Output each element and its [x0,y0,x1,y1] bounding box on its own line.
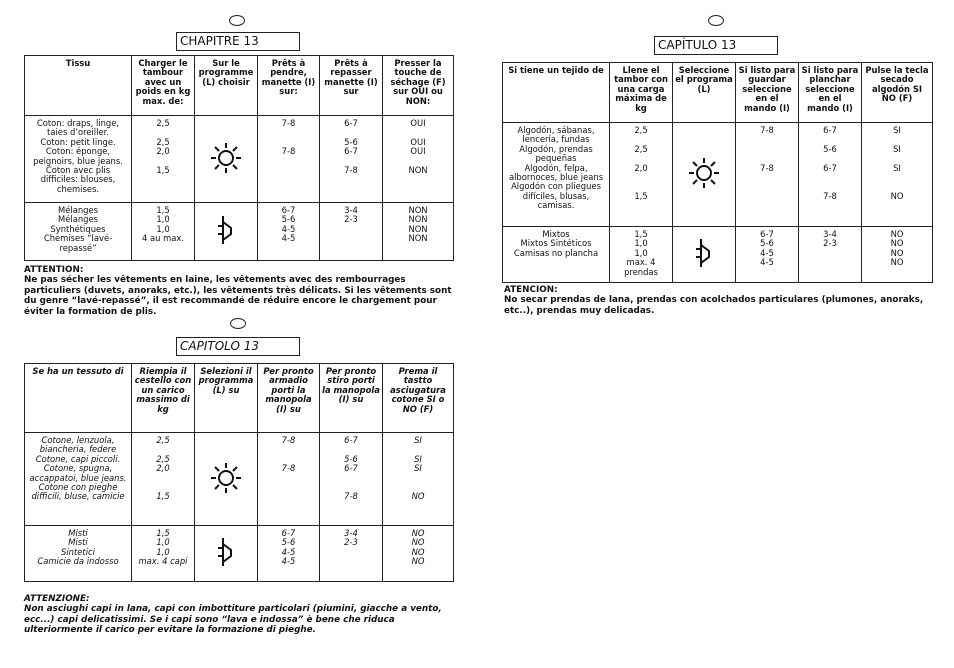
header-load: Charger le tambour avec un poids en kg max. de: [132,56,195,116]
page-marker-oval [708,15,724,26]
attention-note-it [24,594,454,636]
attention-text: No secar prendas de lana, prendas con acolchados particulares (plumones, anoraks, etc..), prendas muy delicadas. [504,295,924,316]
sun-program-icon [195,116,258,203]
header-hang: Si listo para guardar seleccione en el mando (I) [736,63,799,123]
table-header-row [25,364,454,433]
cell-load: 2,5 2,5 2,0 1,5 [610,123,673,227]
easy-care-program-icon [673,227,736,283]
table-header-row [25,56,454,116]
chapter-title-es: CAPÍTULO 13 [654,36,778,55]
cell-iron: 6-7 5-6 6-7 7-8 [320,433,383,526]
header-program: Seleccione el programa (L) [673,63,736,123]
header-hang: Prêts à pendre, manette (I) sur: [258,56,320,116]
drying-table-it [24,363,454,582]
cell-hang: 7-8 7-8 [736,123,799,227]
cell-dry-key: OUI OUI OUI NON [383,116,454,203]
header-program: Selezioni il programma (L) su [195,364,258,433]
sun-program-icon [195,433,258,526]
cell-iron: 3-4 2-3 [320,526,383,582]
cell-hang: 6-7 5-6 4-5 4-5 [736,227,799,283]
header-fabric: Se ha un tessuto di [25,364,132,433]
page-marker-oval [229,15,245,26]
attention-text: Ne pas sécher les vêtements en laine, les vêtements avec des rembourrages particuliers (duvets, anoraks, etc.), les vêtements très délicats. Si les vêtements sont du genre “lavé-repassé”, il est recommandé de réduire encore le chargement pour éviter la formation de plis. [24,275,452,317]
header-load: Llene el tambor con una carga máxima de kg [610,63,673,123]
attention-text: Non asciughi capi in lana, capi con imbottiture particolari (piumini, giacche a vento, ecc...) capi delicatissimi. Se i capi sono “lava e indossa” è bene che riduca ulteriormente il carico per evitare la formazione di pieghe. [24,604,442,636]
cell-dry-key: NO NO NO NO [862,227,933,283]
cell-load: 2,5 2,5 2,0 1,5 [132,433,195,526]
page-marker-oval [230,318,246,329]
easy-care-program-icon [195,203,258,261]
chapter-title-fr: CHAPITRE 13 [176,32,300,51]
table-row-mixed [503,227,933,283]
table-row-mixed [25,203,454,261]
cell-dry-key: SI SI SI NO [383,433,454,526]
cell-fabric: Algodón, sábanas, lencería, fundas Algodón, prendas pequeñas Algodón, felpa, albornoces, blue jeans Algodón con pliegues difíciles, blusas, camisas. [503,123,610,227]
header-hang: Per pronto armadio porti la manopola (I) su [258,364,320,433]
attention-note-fr [24,265,454,317]
cell-dry-key: NO NO NO NO [383,526,454,582]
table-row-cotton [25,433,454,526]
header-fabric: Si tiene un tejido de [503,63,610,123]
table-header-row [503,63,933,123]
header-fabric: Tissu [25,56,132,116]
table-row-cotton [503,123,933,227]
cell-fabric: Mélanges Mélanges Synthétiques Chemises “lavé-repassé” [25,203,132,261]
cell-load: 2,5 2,5 2,0 1,5 [132,116,195,203]
cell-hang: 6-7 5-6 4-5 4-5 [258,526,320,582]
cell-iron: 6-7 5-6 6-7 7-8 [799,123,862,227]
cell-dry-key: SI SI SI NO [862,123,933,227]
table-row-mixed [25,526,454,582]
cell-fabric: Coton: draps, linge, taies d’oreiller. Coton: petit linge. Coton: éponge, peignoirs, blue jeans. Coton avec plis difficiles: blouses, chemises. [25,116,132,203]
header-iron: Per pronto stiro porti la manopola (I) su [320,364,383,433]
cell-fabric: Cotone, lenzuola, biancheria, federe Cotone, capi piccoli. Cotone, spugna, accappatoi, blue jeans. Cotone con pieghe difficili, bluse, camicie [25,433,132,526]
cell-load: 1,5 1,0 1,0 4 au max. [132,203,195,261]
cell-iron: 3-4 2-3 [799,227,862,283]
attention-title: ATENCION: [504,285,558,295]
cell-fabric: Mixtos Mixtos Sintéticos Camisas no plancha [503,227,610,283]
drying-table-es [502,62,933,283]
attention-title: ATTENZIONE: [24,594,90,604]
cell-hang: 6-7 5-6 4-5 4-5 [258,203,320,261]
header-load: Riempia il cestello con un carico massimo di kg [132,364,195,433]
table-row-cotton [25,116,454,203]
cell-hang: 7-8 7-8 [258,116,320,203]
cell-hang: 7-8 7-8 [258,433,320,526]
easy-care-program-icon [195,526,258,582]
cell-fabric: Misti Misti Sintetici Camicie da indosso [25,526,132,582]
drying-table-fr [24,55,454,261]
header-iron: Prêts à repasser manette (I) sur [320,56,383,116]
header-program: Sur le programme (L) choisir [195,56,258,116]
header-dry-key: Presser la touche de séchage (F) sur OUI ou NON: [383,56,454,116]
sun-program-icon [673,123,736,227]
cell-load: 1,5 1,0 1,0 max. 4 prendas [610,227,673,283]
header-iron: Si listo para planchar seleccione en el mando (I) [799,63,862,123]
attention-note-es [504,285,932,316]
chapter-title-it: CAPITOLO 13 [176,337,300,356]
attention-title: ATTENTION: [24,265,84,275]
cell-iron: 3-4 2-3 [320,203,383,261]
header-dry-key: Prema il tastto asciugatura cotone SI o NO (F) [383,364,454,433]
header-dry-key: Pulse la tecla secado algodón SI NO (F) [862,63,933,123]
cell-load: 1,5 1,0 1,0 max. 4 capi [132,526,195,582]
cell-dry-key: NON NON NON NON [383,203,454,261]
cell-iron: 6-7 5-6 6-7 7-8 [320,116,383,203]
